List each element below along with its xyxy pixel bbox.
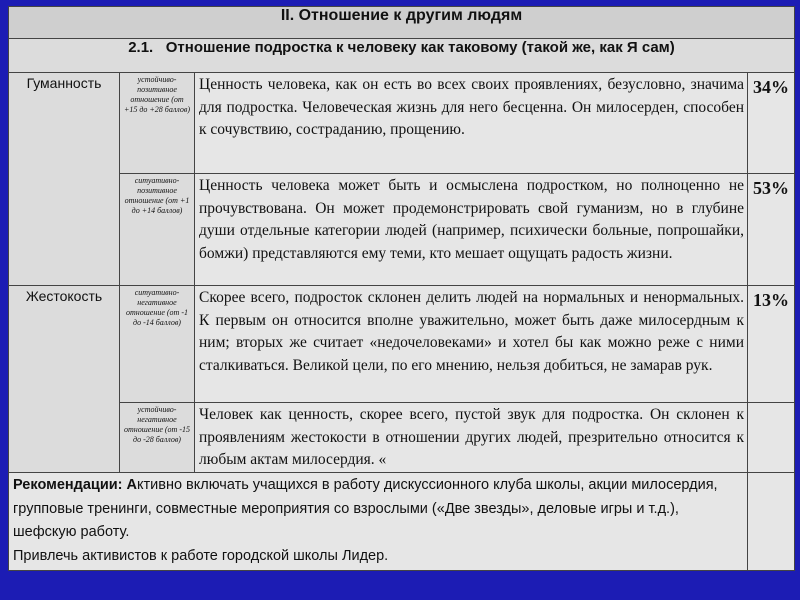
recommendations: [9, 473, 748, 571]
category-cruelty: Жестокость: [9, 286, 120, 473]
empty-cell: [748, 473, 795, 571]
table-row: [9, 403, 795, 473]
percent-value: 13%: [748, 286, 795, 403]
subsection-text: Отношение подростка к человеку как таковому (такой же, как Я сам): [165, 39, 675, 56]
table-row: [9, 174, 795, 286]
table-row: [9, 73, 795, 174]
description: Ценность человека может быть и осмыслена подростком, но полноценно не прочувствована. Он может продемонстрировать свой гуманизм, но в глубине души отдельные категории людей (например, психически больные, попрошайки, бомжи) представляются ему теми, кто мешает ощущать радость жизни.: [195, 174, 748, 286]
category-humanity: Гуманность: [9, 73, 120, 286]
recommendations-text: ктивно включать учащихся в работу дискуссионного клуба школы, акции милосердия, групповые тренинги, совместные мероприятия со взрослыми («Две звезды», деловые игры и т.д.), шефскую работу.: [13, 477, 718, 540]
subsection-title: [9, 39, 795, 73]
percent-value: 34%: [748, 73, 795, 174]
description: Скорее всего, подросток склонен делить людей на нормальных и ненормальных. К первым он относится вполне уважительно, может быть даже милосердным к ним; вторых же считает «недочеловеками» и хотел бы как можно реже с ними сталкиваться. Великой цели, по его мнению, нельзя добиться, не замарав рук.: [195, 286, 748, 403]
section-title-row: [9, 7, 795, 39]
recommendations-row: [9, 473, 795, 571]
results-table: [8, 6, 795, 571]
attitude-type: ситуативно-негативное отношение (от -1 до -14 баллов): [120, 286, 195, 403]
subsection-row: [9, 39, 795, 73]
percent-value: 53%: [748, 174, 795, 286]
attitude-type: устойчиво-негативное отношение (от -15 до -28 баллов): [120, 403, 195, 473]
table-row: [9, 286, 795, 403]
description: Человек как ценность, скорее всего, пустой звук для подростка. Он склонен к проявлениям жестокости в отношении других людей, презрительно относится к любым актам милосердия. «: [195, 403, 748, 473]
attitude-type: ситуативно-позитивное отношение (от +1 до +14 баллов): [120, 174, 195, 286]
description: Ценность человека, как он есть во всех своих проявлениях, безусловно, значима для подростка. Человеческая жизнь для него бесценна. Он милосерден, способен к сочувствию, состраданию, прощению.: [195, 73, 748, 174]
recommendations-extra: Привлечь активистов к работе городской школы Лидер.: [13, 547, 389, 564]
subsection-number: 2.1.: [128, 39, 154, 56]
recommendations-paragraph: [13, 474, 741, 545]
attitude-type: устойчиво-позитивное отношение (от +15 до +28 баллов): [120, 73, 195, 174]
recommendations-label: Рекомендации: А: [13, 477, 137, 493]
percent-value: [748, 403, 795, 473]
section-title: II. Отношение к другим людям: [9, 7, 795, 39]
